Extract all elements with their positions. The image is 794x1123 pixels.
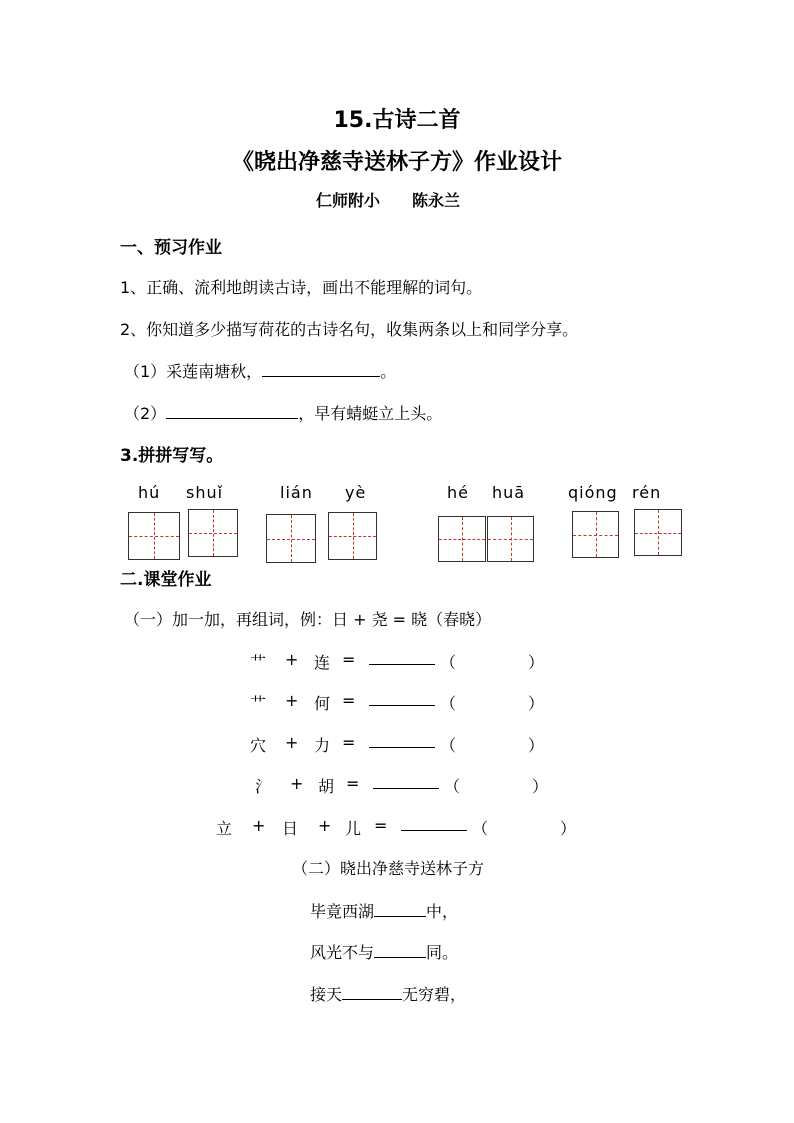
eq1-close: ） bbox=[528, 653, 545, 672]
eq1-b: 连 bbox=[314, 653, 331, 672]
answer-blank[interactable] bbox=[374, 902, 426, 917]
poem-fill-2-post: 同。 bbox=[426, 943, 459, 962]
writing-box[interactable] bbox=[328, 512, 377, 560]
poem-fill-line-3 bbox=[310, 982, 466, 1005]
eq5-b: 日 bbox=[282, 819, 299, 838]
eq1-a: 艹 bbox=[250, 653, 267, 672]
writing-box[interactable] bbox=[634, 509, 682, 556]
eq5-op1: + bbox=[252, 816, 266, 835]
eq3-a: 穴 bbox=[250, 736, 267, 755]
page-title: 15.古诗二首 bbox=[333, 108, 461, 133]
eq1-op: + bbox=[285, 650, 299, 669]
eq5-a: 立 bbox=[216, 819, 233, 838]
part1-intro: （一）加一加，再组词，例：日 + 尧 = 晓（春晓） bbox=[124, 610, 492, 629]
writing-box[interactable] bbox=[487, 516, 534, 562]
page-subtitle: 《晓出净慈寺送林子方》作业设计 bbox=[231, 150, 562, 175]
answer-blank[interactable] bbox=[166, 404, 298, 419]
section1-heading: 一、预习作业 bbox=[120, 238, 222, 258]
writing-box[interactable] bbox=[438, 516, 486, 562]
eq2-a: 艹 bbox=[250, 694, 267, 713]
eq4-op: + bbox=[290, 774, 304, 793]
poem-line-2 bbox=[124, 401, 442, 424]
answer-blank[interactable] bbox=[373, 774, 439, 789]
poem-fill-1-pre: 毕竟西湖 bbox=[310, 902, 375, 921]
poem-fill-2-pre: 风光不与 bbox=[310, 943, 375, 962]
poem-line-1-prefix: （1）采莲南塘秋， bbox=[124, 362, 263, 381]
answer-blank[interactable] bbox=[369, 691, 435, 706]
eq5-close: ） bbox=[560, 819, 577, 838]
poem-line-2-prefix: （2） bbox=[124, 404, 167, 423]
eq3-close: ） bbox=[528, 736, 545, 755]
eq3-b: 力 bbox=[314, 736, 331, 755]
part2-title: （二）晓出净慈寺送林子方 bbox=[292, 859, 485, 878]
answer-blank[interactable] bbox=[342, 985, 402, 1000]
eq1-eq: = bbox=[342, 650, 356, 669]
poem-fill-line-1 bbox=[310, 899, 458, 922]
eq4-a: 氵 bbox=[255, 777, 272, 796]
poem-line-2-suffix: ，早有蜻蜓立上头。 bbox=[298, 404, 443, 423]
poem-fill-1-post: 中， bbox=[426, 902, 459, 921]
poem-fill-3-pre: 接天 bbox=[310, 985, 343, 1004]
writing-box[interactable] bbox=[128, 512, 180, 560]
writing-box[interactable] bbox=[572, 511, 619, 558]
eq2-open: （ bbox=[440, 694, 457, 713]
poem-line-1-suffix: 。 bbox=[380, 362, 397, 381]
eq3-op: + bbox=[285, 733, 299, 752]
eq5-eq: = bbox=[374, 816, 388, 835]
school-name: 仁师附小 bbox=[316, 191, 381, 210]
eq5-op2: + bbox=[318, 816, 332, 835]
eq2-eq: = bbox=[342, 691, 356, 710]
eq1-open: （ bbox=[440, 653, 457, 672]
writing-box[interactable] bbox=[266, 514, 316, 563]
poem-fill-3-post: 无穷碧， bbox=[402, 985, 467, 1004]
eq2-b: 何 bbox=[314, 694, 331, 713]
eq4-eq: = bbox=[346, 774, 360, 793]
pinyin-ye: yè bbox=[345, 483, 367, 502]
eq4-open: （ bbox=[444, 777, 461, 796]
answer-blank[interactable] bbox=[369, 733, 435, 748]
pinyin-lian: lián bbox=[280, 483, 313, 502]
eq5-open: （ bbox=[472, 819, 489, 838]
answer-blank[interactable] bbox=[374, 943, 426, 958]
pinyin-shui: shuǐ bbox=[186, 483, 224, 502]
eq5-c: 儿 bbox=[345, 819, 362, 838]
teacher-name: 陈永兰 bbox=[412, 191, 461, 210]
question-2: 2、你知道多少描写荷花的古诗名句，收集两条以上和同学分享。 bbox=[120, 320, 579, 339]
answer-blank[interactable] bbox=[369, 650, 435, 665]
pinyin-hua: huā bbox=[492, 483, 526, 502]
eq3-eq: = bbox=[342, 733, 356, 752]
writing-box[interactable] bbox=[188, 509, 238, 557]
answer-blank[interactable] bbox=[401, 816, 467, 831]
pinyin-qiong: qióng bbox=[568, 483, 618, 502]
answer-blank[interactable] bbox=[262, 362, 380, 377]
pinyin-ren: rén bbox=[632, 483, 662, 502]
poem-fill-line-2 bbox=[310, 940, 458, 963]
section2-heading: 二.课堂作业 bbox=[120, 570, 212, 590]
question-1: 1、正确、流利地朗读古诗，画出不能理解的词句。 bbox=[120, 278, 483, 297]
eq2-close: ） bbox=[528, 694, 545, 713]
pinyin-he: hé bbox=[447, 483, 469, 502]
eq2-op: + bbox=[285, 691, 299, 710]
pinyin-hu: hú bbox=[138, 483, 161, 502]
eq4-close: ） bbox=[532, 777, 549, 796]
eq3-open: （ bbox=[440, 736, 457, 755]
section3-heading: 3.拼拼写写。 bbox=[120, 446, 224, 466]
eq4-b: 胡 bbox=[318, 777, 335, 796]
poem-line-1 bbox=[124, 359, 396, 382]
